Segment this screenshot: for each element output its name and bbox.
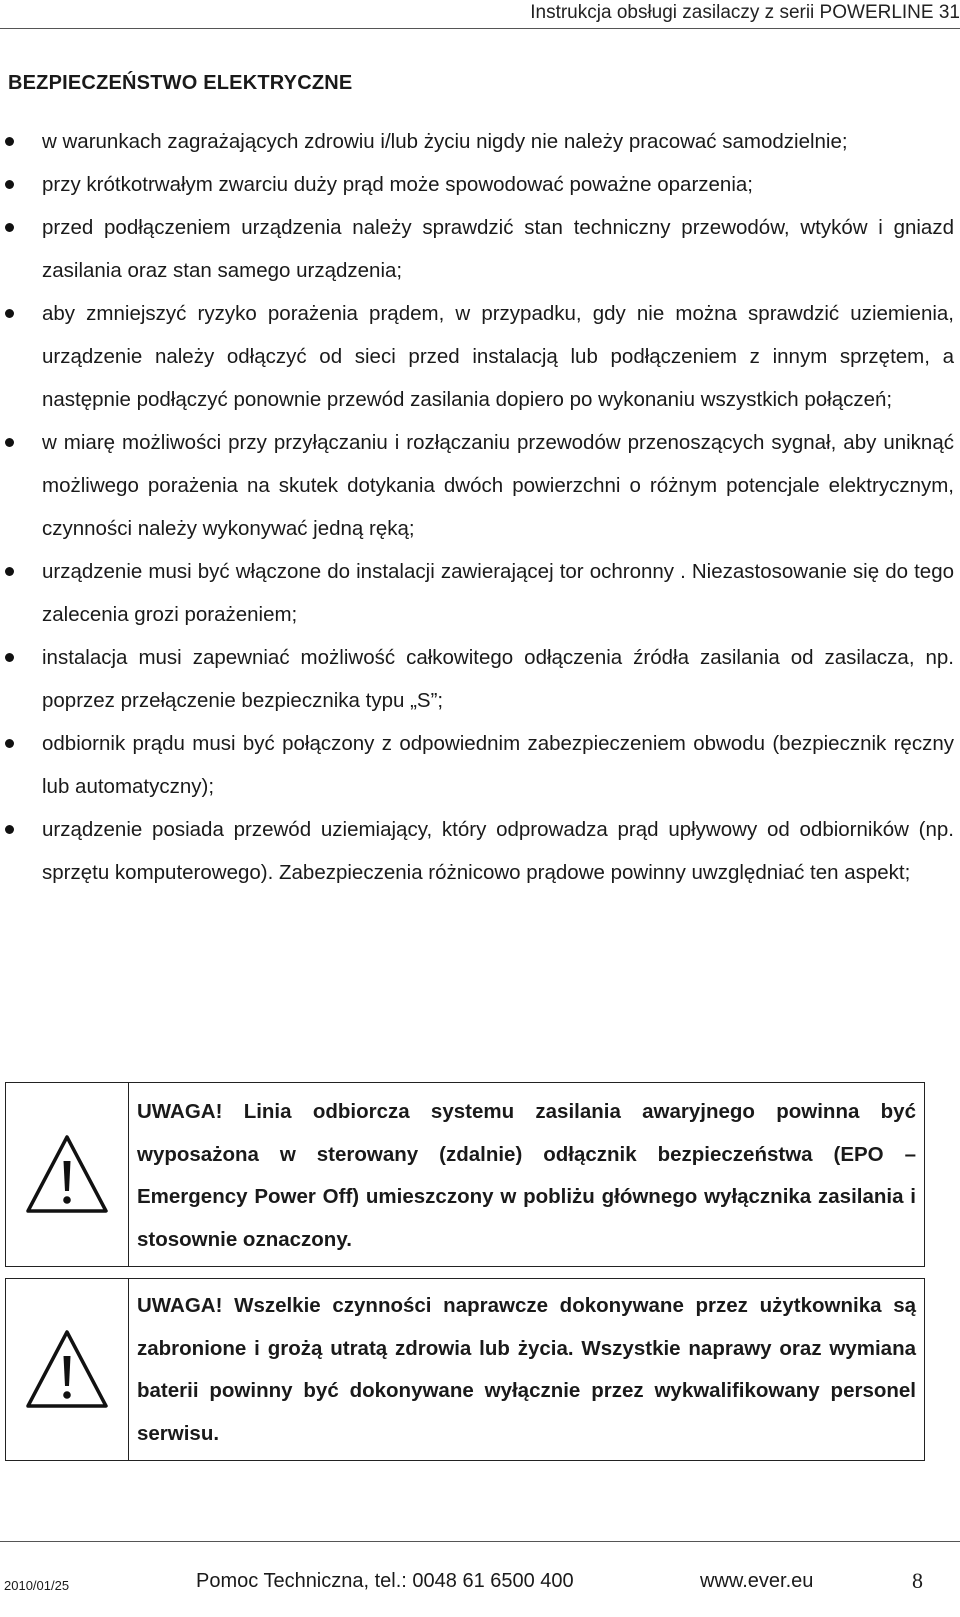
list-item bbox=[0, 722, 960, 808]
header-divider bbox=[0, 28, 960, 29]
list-item-text: odbiornik prądu musi być połączony z odpowiednim zabezpieczeniem obwodu (bezpiecznik ręczny lub automatyczny); bbox=[42, 732, 954, 798]
list-item-text: przed podłączeniem urządzenia należy sprawdzić stan techniczny przewodów, wtyków i gniazd zasilania oraz stan samego urządzenia; bbox=[42, 216, 954, 282]
header-title: Instrukcja obsługi zasilaczy z serii POWERLINE 31 bbox=[530, 2, 960, 23]
section-heading: BEZPIECZEŃSTWO ELEKTRYCZNE bbox=[8, 72, 353, 94]
list-item bbox=[0, 421, 960, 550]
list-item-text: instalacja musi zapewniać możliwość całkowitego odłączenia źródła zasilania od zasilacza, np. poprzez przełączenie bezpiecznika typu „S”; bbox=[42, 646, 954, 712]
warning-text: UWAGA! Wszelkie czynności naprawcze dokonywane przez użytkownika są zabronione i grożą utratą zdrowia lub życia. Wszystkie naprawy oraz wymiana baterii powinny być dokonywane wyłącznie przez wykwalifikowany personel serwisu. bbox=[137, 1294, 916, 1445]
warning-icon-cell bbox=[6, 1083, 129, 1266]
list-item-text: w miarę możliwości przy przyłączaniu i rozłączaniu przewodów przenoszących sygnał, aby uniknąć możliwego porażenia na skutek dotykania dwóch powierzchni o różnym potencjale elektrycznym, czynności należy wykonywać jedną ręką; bbox=[42, 431, 954, 540]
bullet-icon bbox=[5, 223, 14, 232]
list-item bbox=[0, 206, 960, 292]
footer-date: 2010/01/25 bbox=[4, 1578, 70, 1593]
list-item-text: urządzenie posiada przewód uziemiający, który odprowadza prąd upływowy od odbiorników (np. sprzętu komputerowego). Zabezpieczenia różnicowo prądowe powinny uwzględniać ten aspekt; bbox=[42, 818, 954, 884]
list-item-text: aby zmniejszyć ryzyko porażenia prądem, w przypadku, gdy nie można sprawdzić uziemienia, urządzenie należy odłączyć od sieci przed instalacją lub podłączeniem z innym sprzętem, a następnie podłączyć ponownie przewód zasilania dopiero po wykonaniu wszystkich połączeń; bbox=[42, 302, 954, 411]
list-item bbox=[0, 163, 960, 206]
warning-text: UWAGA! Linia odbiorcza systemu zasilania awaryjnego powinna być wyposażona w sterowany (zdalnie) odłącznik bezpieczeństwa (EPO – Emergency Power Off) umieszczony w pobliżu głównego wyłącznika zasilania i stosownie oznaczony. bbox=[137, 1100, 916, 1251]
bullet-icon bbox=[5, 180, 14, 189]
bullet-icon bbox=[5, 653, 14, 662]
warning-triangle-icon bbox=[25, 1133, 109, 1217]
list-item-text: przy krótkotrwałym zwarciu duży prąd może spowodować poważne oparzenia; bbox=[42, 173, 753, 196]
footer-divider bbox=[0, 1541, 960, 1542]
list-item-text: w warunkach zagrażających zdrowiu i/lub życiu nigdy nie należy pracować samodzielnie; bbox=[42, 130, 848, 153]
footer-support-phone: Pomoc Techniczna, tel.: 0048 61 6500 400 bbox=[196, 1570, 574, 1592]
warning-box bbox=[5, 1278, 925, 1461]
bullet-icon bbox=[5, 739, 14, 748]
bullet-icon bbox=[5, 825, 14, 834]
page-number: 8 bbox=[912, 1568, 923, 1593]
bullet-icon bbox=[5, 438, 14, 447]
list-item-text: urządzenie musi być włączone do instalacji zawierającej tor ochronny . Niezastosowanie się do tego zalecenia grozi porażeniem; bbox=[42, 560, 954, 626]
list-item bbox=[0, 550, 960, 636]
bullet-icon bbox=[5, 309, 14, 318]
list-item bbox=[0, 808, 960, 894]
list-item bbox=[0, 120, 960, 163]
bullet-icon bbox=[5, 567, 14, 576]
footer-website: www.ever.eu bbox=[700, 1570, 814, 1592]
warning-box bbox=[5, 1082, 925, 1267]
list-item bbox=[0, 636, 960, 722]
bullet-icon bbox=[5, 137, 14, 146]
list-item bbox=[0, 292, 960, 421]
warning-icon-cell bbox=[6, 1279, 129, 1460]
safety-bullet-list bbox=[0, 120, 960, 894]
warning-triangle-icon bbox=[25, 1328, 109, 1412]
